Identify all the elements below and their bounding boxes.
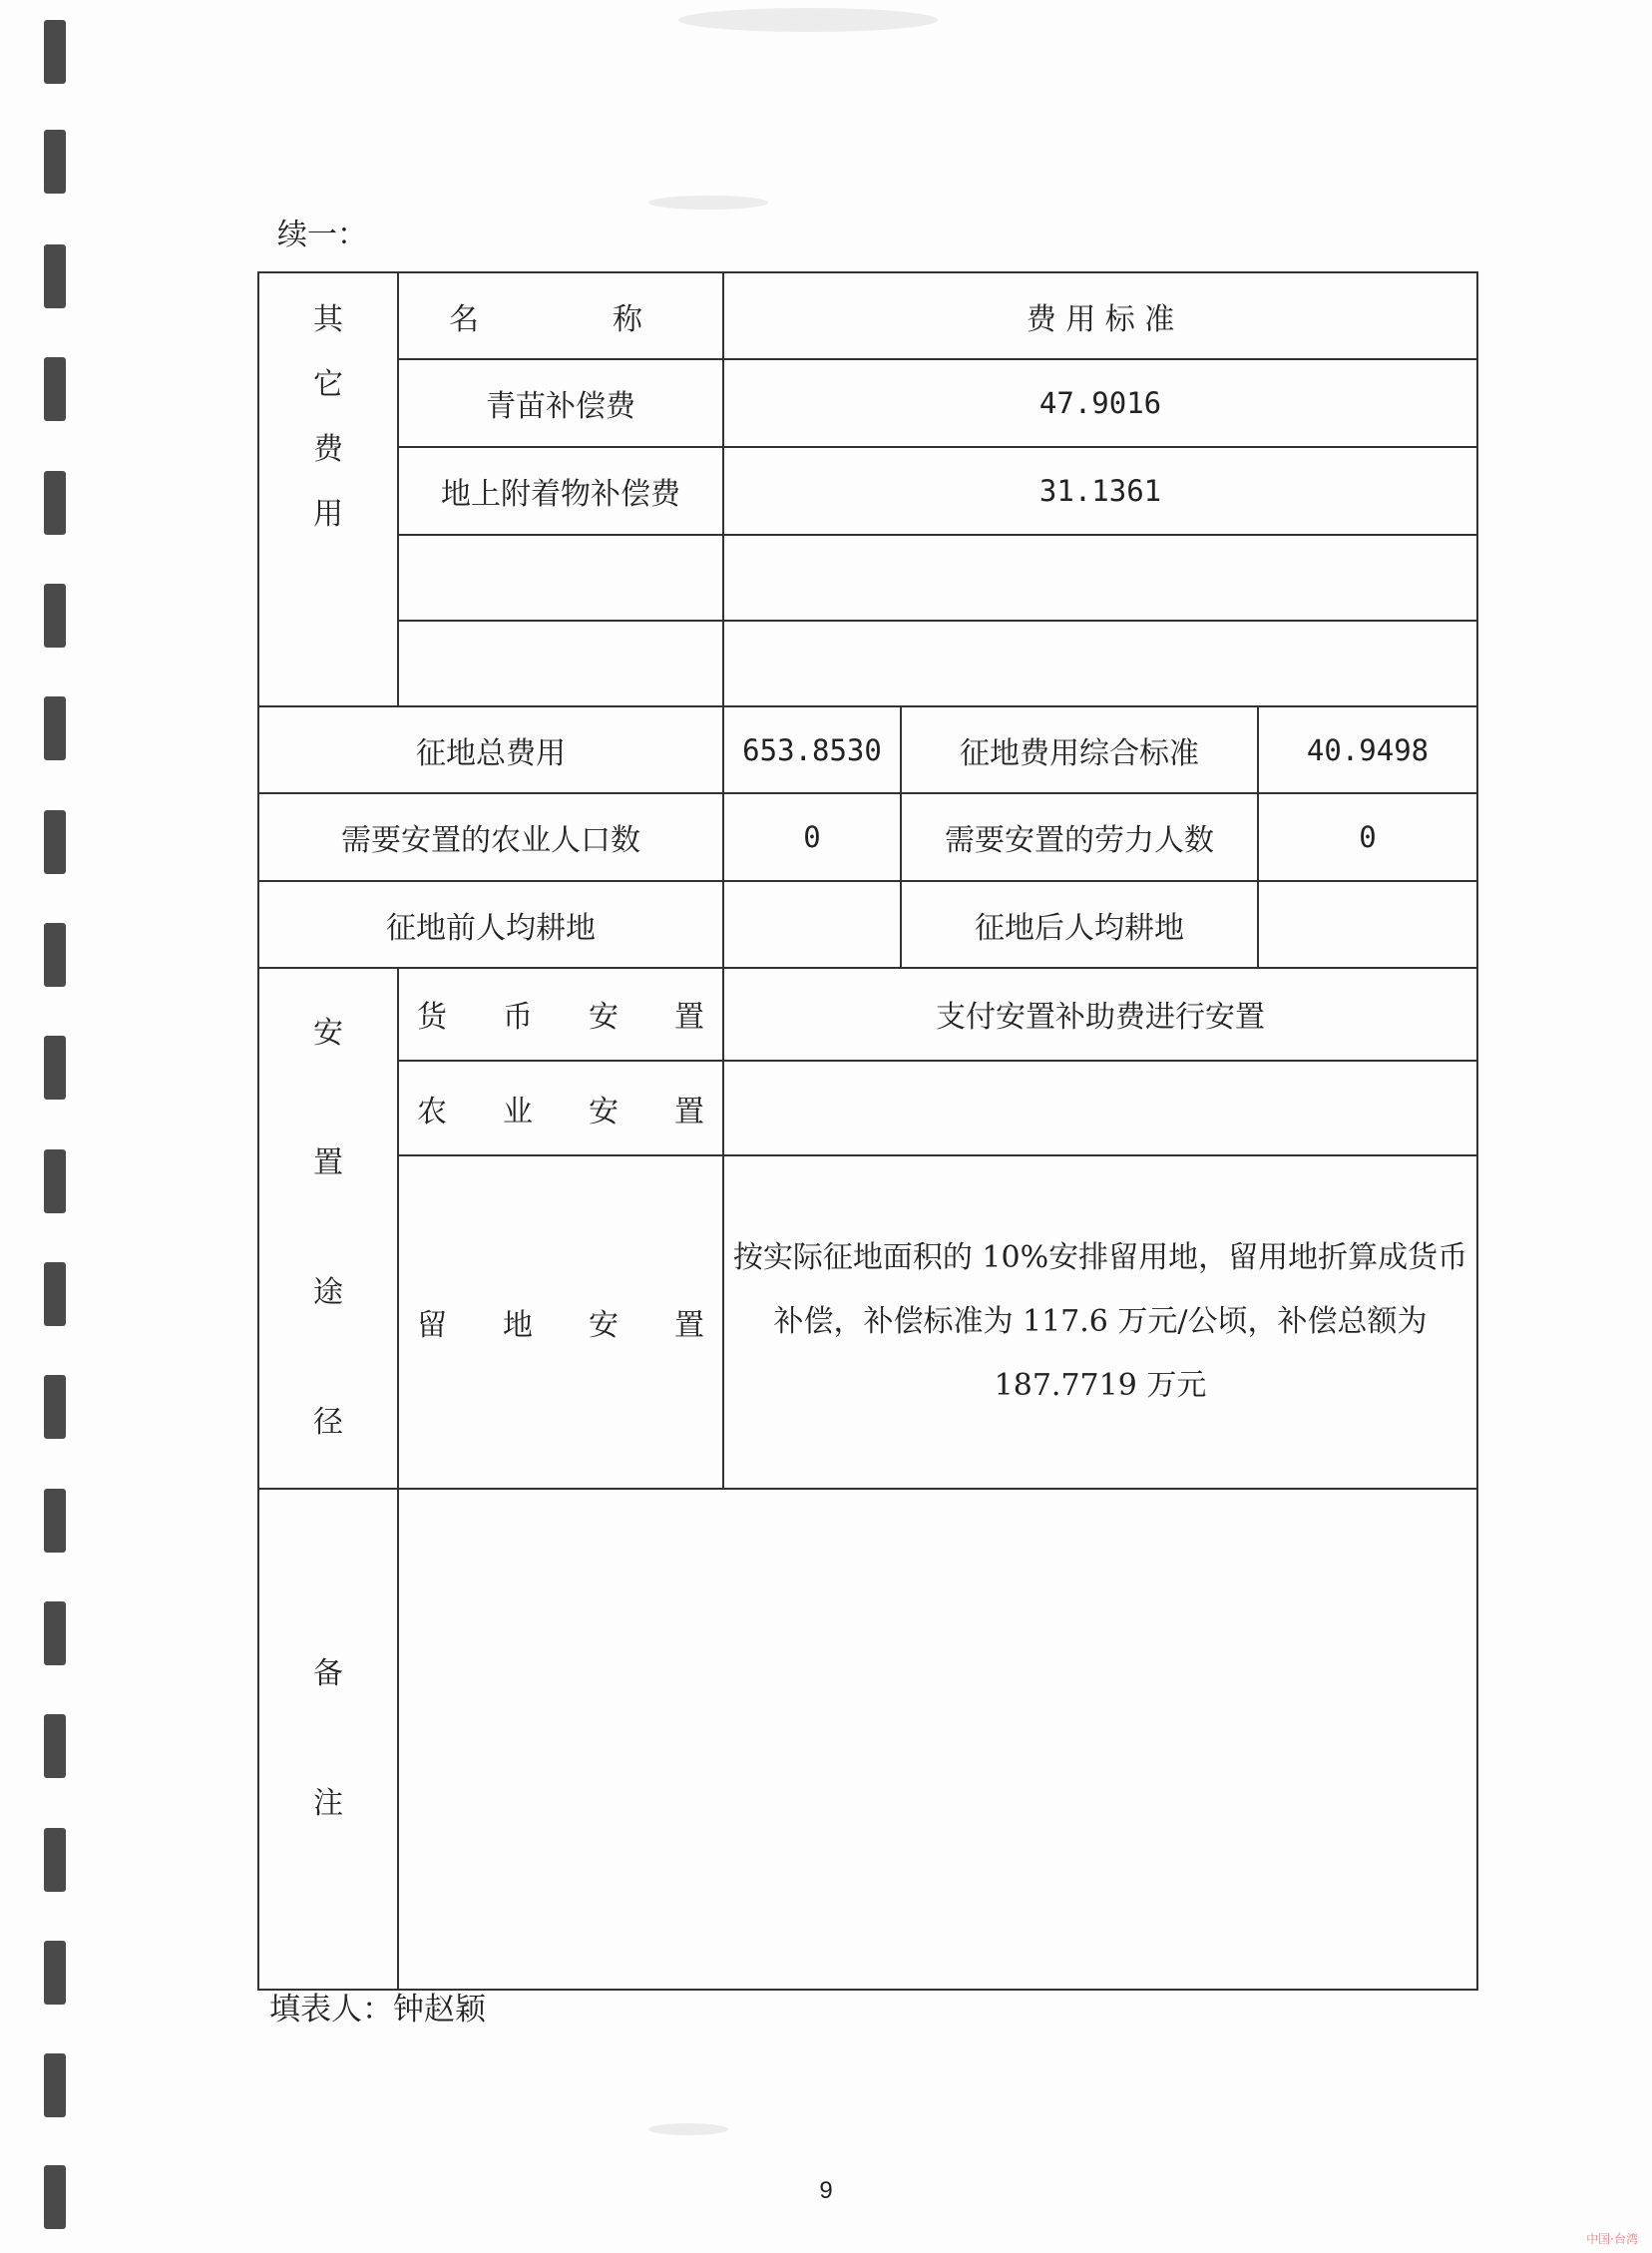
fee-value-cell xyxy=(723,535,1477,621)
fee-value-cell xyxy=(723,621,1477,706)
binding-hole xyxy=(44,471,66,535)
fee-value-cell: 31.1361 xyxy=(723,447,1477,535)
land-acquisition-fee-table xyxy=(257,271,1478,1991)
farmland-before-value xyxy=(723,881,901,968)
scan-smudge xyxy=(648,2123,728,2135)
continued-label: 续一： xyxy=(277,218,367,252)
reserved-land-resettlement-label: 留 地 安 置 xyxy=(398,1155,723,1489)
fee-value-cell: 47.9016 xyxy=(723,359,1477,447)
binding-hole xyxy=(44,1036,66,1100)
total-fee-label: 征地总费用 xyxy=(258,706,723,793)
remarks-value xyxy=(398,1489,1477,1990)
fee-name-cell: 地上附着物补偿费 xyxy=(398,447,723,535)
binding-hole xyxy=(44,1601,66,1665)
binding-hole xyxy=(44,2053,66,2117)
scan-smudge xyxy=(678,8,938,32)
agri-population-label: 需要安置的农业人口数 xyxy=(258,793,723,881)
binding-hole xyxy=(44,1714,66,1778)
total-fee-value: 653.8530 xyxy=(723,706,901,793)
composite-standard-label: 征地费用综合标准 xyxy=(901,706,1258,793)
form-filler: 填表人：钟赵颖 xyxy=(269,1992,486,2028)
fee-standard-header: 费 用 标 准 xyxy=(723,272,1477,359)
binding-hole xyxy=(44,810,66,874)
labor-value: 0 xyxy=(1258,793,1477,881)
fee-name-cell: 青苗补偿费 xyxy=(398,359,723,447)
binding-hole xyxy=(44,696,66,760)
binding-hole xyxy=(44,1828,66,1892)
monetary-resettlement-value: 支付安置补助费进行安置 xyxy=(723,968,1477,1061)
binding-hole xyxy=(44,20,66,84)
fee-name-cell xyxy=(398,621,723,706)
page-number: 9 xyxy=(819,2177,833,2204)
farmland-after-value xyxy=(1258,881,1477,968)
farmland-before-label: 征地前人均耕地 xyxy=(258,881,723,968)
other-fees-side-label: 其 它 费 用 xyxy=(258,272,398,706)
watermark: 中国·台湾 xyxy=(1586,2232,1638,2246)
composite-standard-value: 40.9498 xyxy=(1258,706,1477,793)
binding-hole xyxy=(44,244,66,308)
agricultural-resettlement-value xyxy=(723,1061,1477,1155)
remarks-side-label: 备 注 xyxy=(258,1489,398,1990)
monetary-resettlement-label: 货 币 安 置 xyxy=(398,968,723,1061)
binding-hole xyxy=(44,1149,66,1213)
labor-label: 需要安置的劳力人数 xyxy=(901,793,1258,881)
scan-smudge xyxy=(648,196,768,210)
binding-hole xyxy=(44,584,66,648)
binding-hole xyxy=(44,130,66,194)
resettlement-side-label: 安 置 途 径 xyxy=(258,968,398,1489)
name-header: 名 称 xyxy=(398,272,723,359)
agricultural-resettlement-label: 农 业 安 置 xyxy=(398,1061,723,1155)
farmland-after-label: 征地后人均耕地 xyxy=(901,881,1258,968)
binding-hole xyxy=(44,1375,66,1439)
binding-hole xyxy=(44,357,66,421)
binding-hole xyxy=(44,1262,66,1326)
fee-name-cell xyxy=(398,535,723,621)
agri-population-value: 0 xyxy=(723,793,901,881)
reserved-land-resettlement-value: 按实际征地面积的 10%安排留用地，留用地折算成货币补偿，补偿标准为 117.6 万元/公顷，补偿总额为 187.7719 万元 xyxy=(723,1155,1477,1489)
binding-hole xyxy=(44,1941,66,2005)
binding-hole xyxy=(44,923,66,987)
binding-hole xyxy=(44,1489,66,1553)
